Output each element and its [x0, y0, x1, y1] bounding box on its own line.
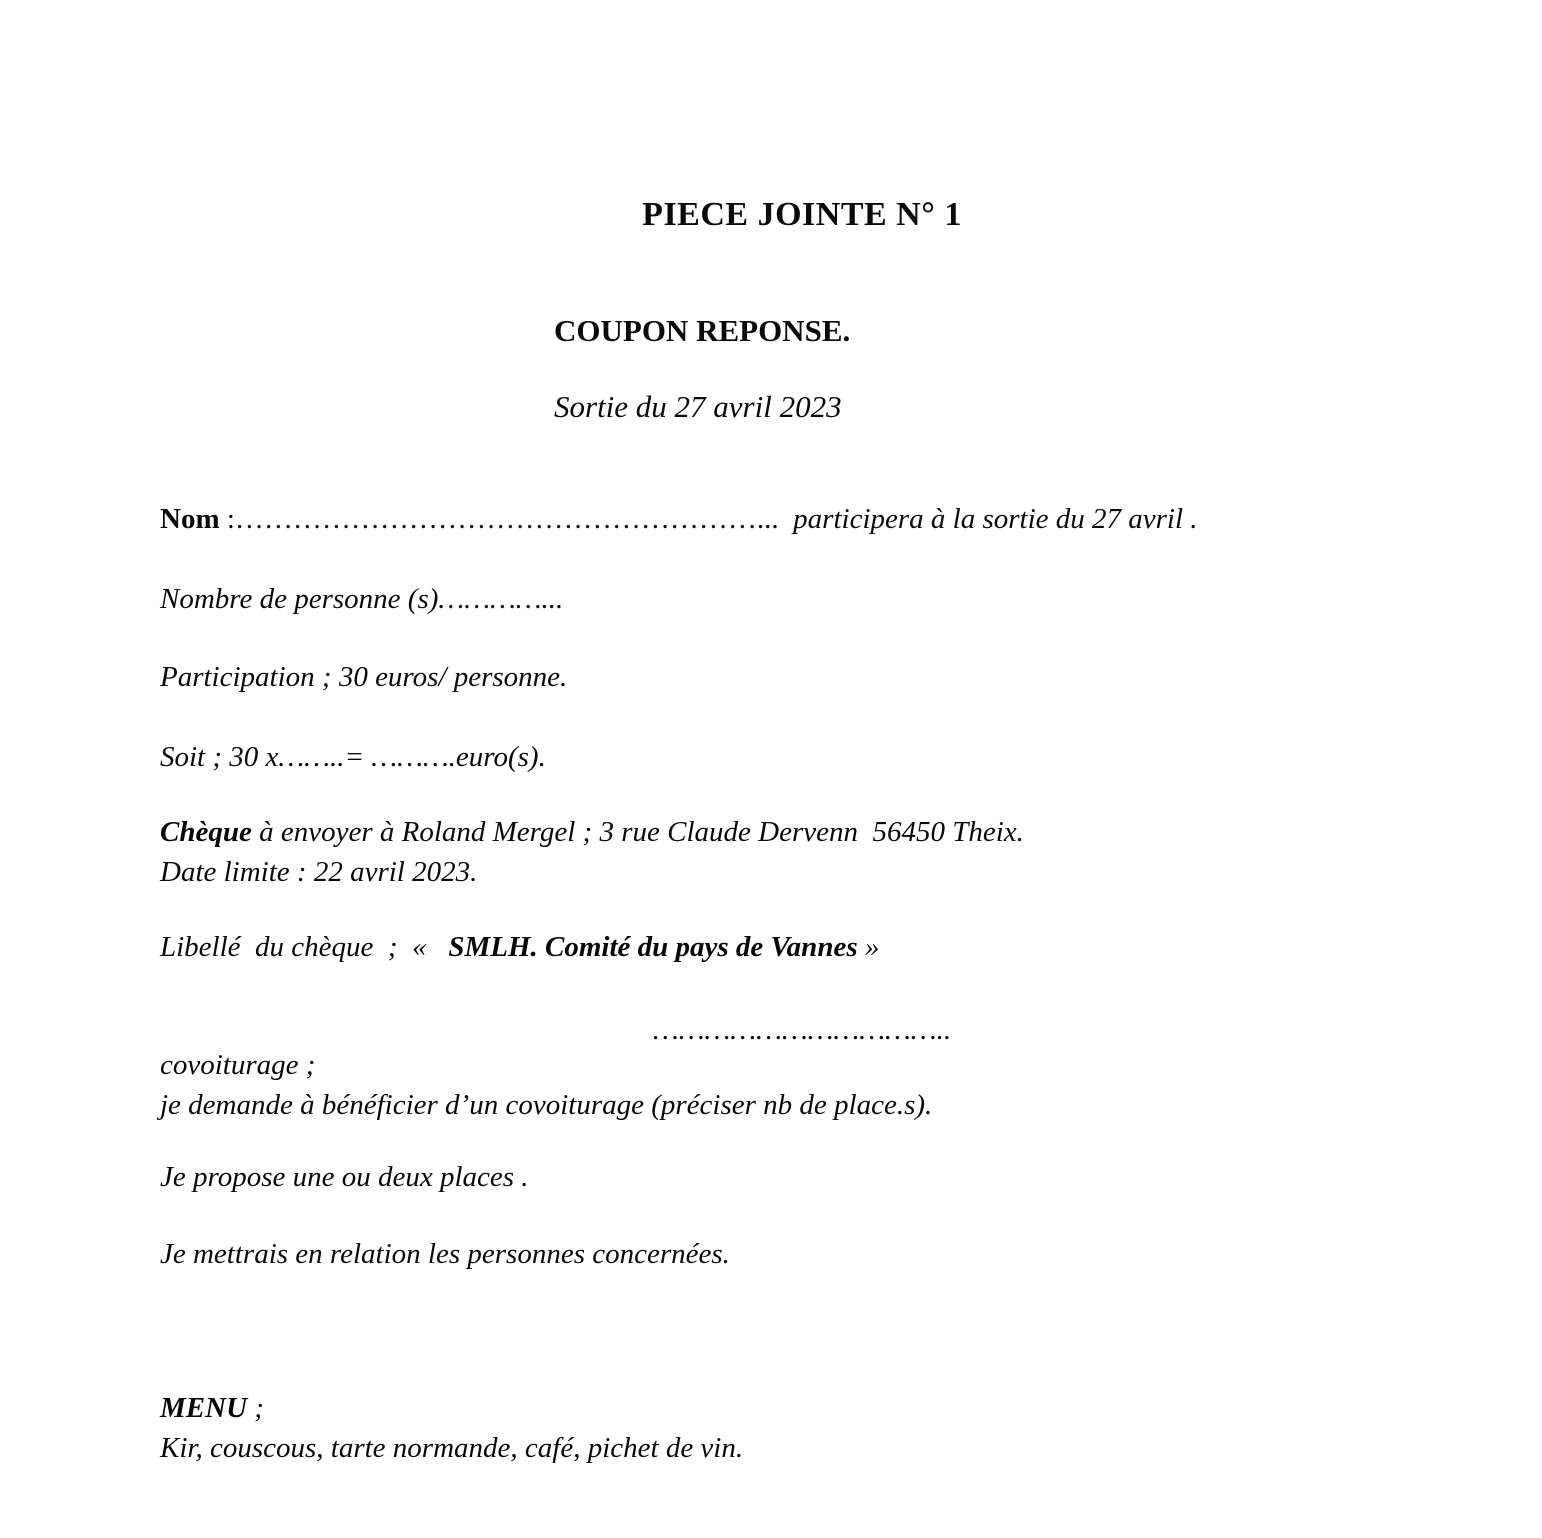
nom-line — [160, 499, 1460, 539]
nom-dotted-blank: :………………………………………………... — [219, 503, 779, 535]
libelle-prefix: Libellé du chèque ; « — [160, 931, 449, 963]
menu-items-line: Kir, couscous, tarte normande, café, pichet de vin. — [160, 1432, 744, 1464]
cheque-text: à envoyer à Roland Mergel ; 3 rue Claude Dervenn 56450 Theix. — [251, 816, 1024, 848]
soit-calculation-line: Soit ; 30 x……..= ……….euro(s). — [160, 741, 546, 773]
cheque-label: Chèque — [160, 816, 252, 848]
participation-line: Participation ; 30 euros/ personne. — [160, 661, 568, 693]
menu-block — [160, 1388, 1460, 1468]
libelle-payee-name: SMLH. Comité du pays de Vannes — [448, 931, 858, 963]
covoiturage-demande-line: je demande à bénéficier d’un covoiturage (préciser nb de place.s). — [160, 1089, 933, 1121]
libelle-suffix: » — [857, 931, 880, 963]
cheque-block — [160, 812, 1460, 892]
menu-separator: ; — [247, 1392, 264, 1424]
mise-en-relation-line: Je mettrais en relation les personnes concernées. — [160, 1238, 730, 1270]
covoiturage-block — [160, 1045, 1460, 1125]
propose-places-line: Je propose une ou deux places . — [160, 1161, 529, 1193]
libelle-cheque-line — [160, 927, 1460, 967]
menu-label: MENU — [160, 1392, 248, 1424]
event-date: Sortie du 27 avril 2023 — [554, 389, 842, 424]
page-subtitle: COUPON REPONSE. — [554, 313, 851, 348]
nom-label: Nom — [160, 503, 220, 535]
date-limite-line: Date limite : 22 avril 2023. — [160, 856, 478, 888]
page-title: PIECE JOINTE N° 1 — [642, 196, 962, 233]
covoiturage-label: covoiturage ; — [160, 1049, 316, 1081]
nom-text: participera à la sortie du 27 avril . — [778, 503, 1198, 535]
nombre-personnes-line: Nombre de personne (s)…………... — [160, 583, 564, 615]
centered-dotted-blank: …………………………….. — [652, 1014, 952, 1046]
